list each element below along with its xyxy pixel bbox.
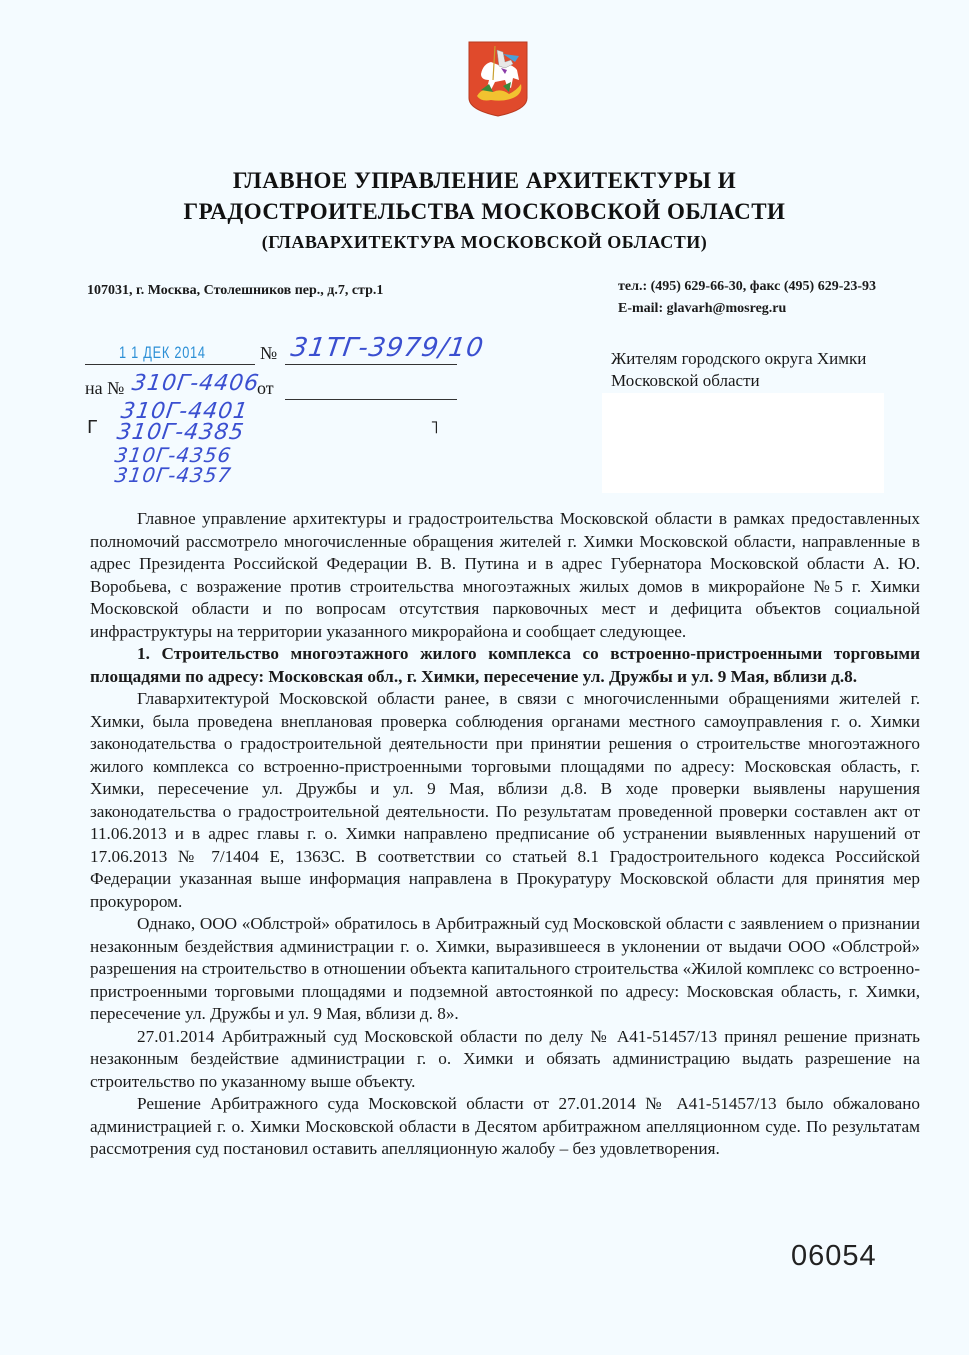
letter-body [90,508,920,1161]
reply-date-underline [285,399,457,400]
section-heading-1: 1. Строительство многоэтажного жилого комплекса со встроенно-пристроенными торговыми площадями по адресу: Московская обл., г. Химки, пересечение ул. Дружбы и ул. 9 Мая, вблизи д.8. [90,644,920,686]
address-corner-left: Г [87,417,98,438]
number-underline [285,364,457,365]
reply-to-number: 310Г-4385 [115,420,246,445]
contacts-block [618,276,876,320]
postal-address: 107031, г. Москва, Столешников пер., д.7, стр.1 [87,283,384,298]
date-stamp: 1 1 ДЕК 2014 [119,343,206,362]
recipient-line1: Жителям городского округа Химки [611,349,867,368]
paragraph-inspection: Главархитектурой Московской области ранее, в связи с многочисленными обращениями жителей г. Химки, была проведена внеплановая проверка соблюдения органами местного самоуправления г. о. Химки законодательства о градостроительной деятельности при принятии решения о строительстве многоэтажного жилого комплекса со встроенно-пристроенными торговыми площадями по адресу: Московская область, г. Химки, пересечение ул. Дружбы и ул. 9 Мая, вблизи д.8. В ходе проверки выявлены нарушения законодательства о градостроительной деятельности. По результатам проведенной проверки составлен акт от 11.06.2013 и в адрес главы г. о. Химки направлено предписание об устранении выявленных нарушений от 17.06.2013 № 7/1404 Е, 1363С. В соответствии со статьей 8.1 Градостроительного кодекса Российской Федерации указанная выше информация направлена в Прокуратуру Московской области для принятия мер прокурором. [90,689,920,911]
reply-to-number: 310Г-4357 [113,463,234,487]
organization-name-line1: ГЛАВНОЕ УПРАВЛЕНИЕ АРХИТЕКТУРЫ И [232,168,737,193]
registration-block [85,333,486,495]
recipient-block [611,348,866,392]
date-underline [85,364,255,365]
reply-to-number: 310Г-4406 [130,371,261,396]
number-label: № [260,343,278,363]
reply-to-label: на № [85,378,125,398]
redacted-area [602,393,884,493]
organization-short-name: (ГЛАВАРХИТЕКТУРА МОСКОВСКОЙ ОБЛАСТИ) [261,232,708,252]
reply-from-label: от [257,378,274,398]
paragraph-court-decision: 27.01.2014 Арбитражный суд Московской области по делу № А41-51457/13 принял решение признать незаконным бездействие администрации г. о. Химки и обязать администрацию выдать разрешение на строительство по указанному выше объекту. [90,1026,920,1091]
paragraph-appeal: Решение Арбитражного суда Московской области от 27.01.2014 № А41-51457/13 было обжаловано администрацией г. о. Химки Московской области в Десятом арбитражном апелляционном суде. По результатам рассмотрения суд постановил оставить апелляционную жалобу – без удовлетворения. [90,1094,920,1158]
paragraph-intro: Главное управление архитектуры и градостроительства Московской области в рамках предоставленных полномочий рассмотрело многочисленные обращения жителей г. Химки Московской области, направленные в адрес Президента Российской Федерации В. В. Путина и в адрес Губернатора Московской области А. Ю. Воробьева, с возражение против строительства многоэтажных жилых домов в микрорайоне №5 г. Химки Московской области и по вопросам отсутствия парковочных мест и дефицита объектов социальной инфраструктуры на территории указанного микрорайона и сообщает следующее. [90,509,920,641]
paragraph-oblstroy: Однако, ООО «Облстрой» обратилось в Арбитражный суд Московской области с заявлением о признании незаконным бездействия администрации г. о. Химки, выразившееся в уклонении от выдачи ООО «Облстрой» разрешения на строительство в отношении объекта капитального строительства «Жилой комплекс со встроенно-пристроенными торговыми площадями и подземной автостоянкой по адресу: Московская область, г. Химки, пересечение ул. Дружбы и ул. 9 Мая, вблизи д. 8». [90,914,920,1023]
reply-to-number: 310Г-4356 [113,443,234,467]
recipient-line2: Московской области [611,371,760,390]
phone-fax: тел.: (495) 629-66-30, факс (495) 629-23-93 [618,279,877,294]
coat-of-arms-icon [467,40,529,118]
document-stamp-number: 06054 [791,1240,877,1272]
organization-name-line2: ГРАДОСТРОИТЕЛЬСТВА МОСКОВСКОЙ ОБЛАСТИ [183,199,786,224]
email: E-mail: glavarh@mosreg.ru [618,301,787,316]
outgoing-number: 31ТГ-3979/10 [288,333,486,363]
reply-to-number: 310Г-4401 [119,399,250,424]
address-corner-right: ˥ [430,417,439,438]
